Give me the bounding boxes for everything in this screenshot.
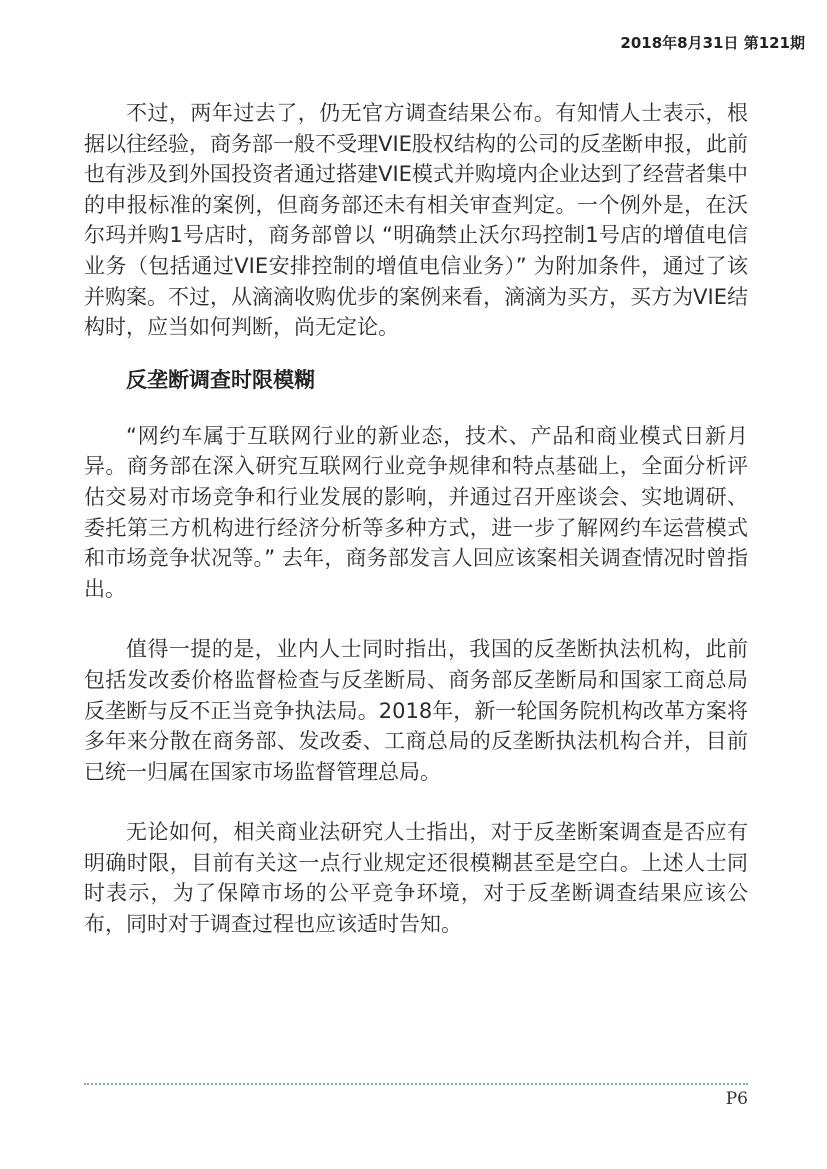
article-paragraph: 值得一提的是，业内人士同时指出，我国的反垄断执法机构，此前包括发改委价格监督检查与反垄断局、商务部反垄断局和国家工商总局反垄断与反不正当竞争执法局。2018年，新一轮国务院机构改革方案将多年来分散在商务部、发改委、工商总局的反垄断执法机构合并，目前已统一归属在国家市场监督管理总局。 xyxy=(84,637,748,784)
article-paragraph: 无论如何，相关商业法研究人士指出，对于反垄断案调查是否应有明确时限，目前有关这一点行业规定还很模糊甚至是空白。上述人士同时表示，为了保障市场的公平竞争环境，对于反垄断调查结果应该公布，同时对于调查过程也应该适时告知。 xyxy=(84,820,748,937)
article-paragraph: “网约车属于互联网行业的新业态，技术、产品和商业模式日新月异。商务部在深入研究互联网行业竞争规律和特点基础上，全面分析评估交易对市场竞争和行业发展的影响，并通过召开座谈会、实地调研、委托第三方机构进行经济分析等多种方式，进一步了解网约车运营模式和市场竞争状况等。” 去年，商务部发言人回应该案相关调查情况时曾指出。 xyxy=(84,423,748,601)
page-number: P6 xyxy=(725,1089,748,1109)
article-paragraph: 不过，两年过去了，仍无官方调查结果公布。有知情人士表示，根据以往经验，商务部一般不受理VIE股权结构的公司的反垄断申报，此前也有涉及到外国投资者通过搭建VIE模式并购境内企业达到了经营者集中的申报标准的案例，但商务部还未有相关审查判定。一个例外是，在沃尔玛并购1号店时，商务部曾以 “明确禁止沃尔玛控制1号店的增值电信业务（包括通过VIE安排控制的增值电信业务）” 为附加条件，通过了该并购案。不过，从滴滴收购优步的案例来看，滴滴为买方，买方为VIE结构时，应当如何判断，尚无定论。 xyxy=(84,101,748,340)
footer-divider xyxy=(84,1083,748,1085)
article-body xyxy=(84,98,748,940)
section-heading: 反垄断调查时限模糊 xyxy=(126,367,315,392)
issue-date-header: 2018年8月31日 第121期 xyxy=(620,34,805,52)
